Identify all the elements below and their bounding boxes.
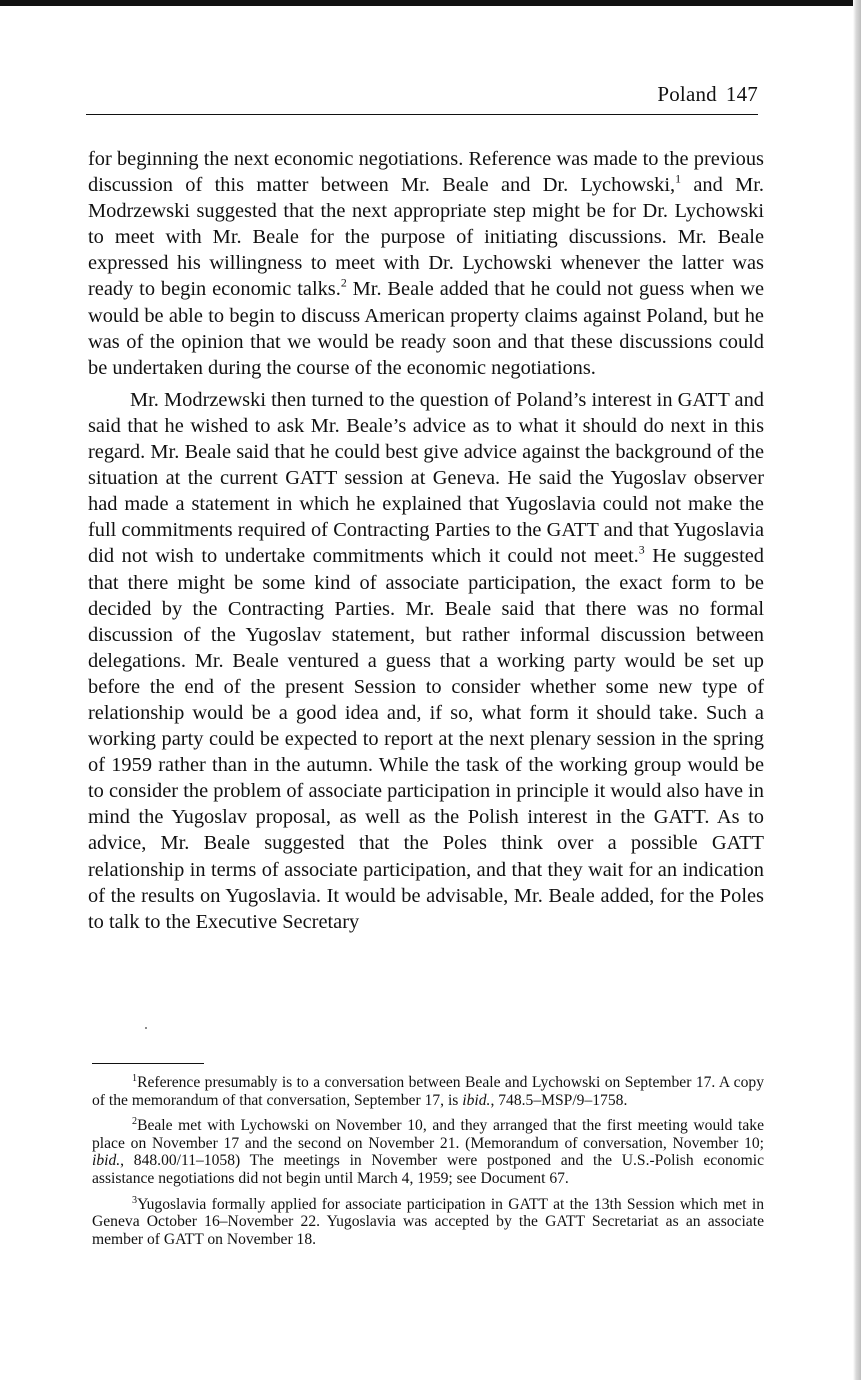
paragraph-2 [88, 387, 764, 935]
footnote-text: , 748.5–MSP/9–1758. [490, 1091, 628, 1109]
page-number: 147 [725, 82, 758, 106]
footnote-3 [92, 1196, 764, 1249]
body-text [88, 146, 764, 941]
scan-speck [145, 1027, 147, 1029]
footnote-ref-2: 2 [340, 276, 347, 291]
footnote-marker: 2 [132, 1116, 138, 1128]
paragraph-1-text-b: and Mr. Modrzewski suggested that the next appropriate step might be for Dr. Lychowski to meet with Mr. Beale for the purpose of initiating discussions. Mr. Beale expressed his willingness to meet with Dr. Lychowski whenever the latter was ready to begin economic talks. [88, 174, 764, 301]
footnote-2 [92, 1117, 764, 1187]
footnotes [92, 1074, 764, 1256]
scan-top-border [0, 0, 861, 6]
running-title: Poland [657, 82, 717, 106]
paragraph-1-text-a: for beginning the next economic negotiations. Reference was made to the previous discussion of this matter between Mr. Beale and Dr. Lychowski, [88, 148, 764, 197]
footnote-text: , 848.00/11–1058) The meetings in November were postponed and the U.S.-Polish economic assistance negotiations did not begin until March 4, 1959; see Document 67. [92, 1152, 764, 1187]
footnote-ibid: ibid. [462, 1091, 491, 1109]
paragraph-1-text-c: Mr. Beale added that he could not guess when we would be able to begin to discuss American property claims against Poland, but he was of the opinion that we would be ready soon and that these discussions could be undertaken during the course of the economic negotiations. [88, 278, 764, 379]
footnote-marker: 1 [132, 1072, 138, 1084]
footnote-marker: 3 [132, 1194, 138, 1206]
footnote-ref-3: 3 [638, 543, 645, 558]
header-text [657, 82, 758, 107]
footnote-1 [92, 1074, 764, 1109]
footnote-text: Yugoslavia formally applied for associate participation in GATT at the 13th Session which met in Geneva October 16–November 22. Yugoslavia was accepted by the GATT Secretariat as an associate member of GATT on November 18. [92, 1195, 764, 1248]
running-header [86, 80, 758, 115]
footnote-rule [92, 1063, 204, 1064]
paragraph-2-text-a: Mr. Modrzewski then turned to the question of Poland’s interest in GATT and said that he wished to ask Mr. Beale’s advice as to what it should do next in this regard. Mr. Beale said that he could best give advice against the background of the situation at the current GATT session at Geneva. He said the Yugoslav observer had made a statement in which he explained that Yugoslavia could not make the full commitments required of Contracting Parties to the GATT and that Yugoslavia did not wish to undertake commitments which it could not meet. [88, 388, 764, 568]
paragraph-2-text-b: He suggested that there might be some kind of associate participation, the exact form to be decided by the Contracting Parties. Mr. Beale said that there was no formal discussion of the Yugoslav statement, but rather informal discussion between delegations. Mr. Beale ventured a guess that a working party would be set up before the end of the present Session to consider whether some new type of relationship would be a good idea and, if so, what form it should take. Such a working party could be expected to report at the next plenary session in the spring of 1959 rather than in the autumn. While the task of the working group would be to consider the problem of associate participation in principle it would also have in mind the Yugoslav proposal, as well as the Polish interest in the GATT. As to advice, Mr. Beale suggested that the Poles think over a possible GATT relationship in terms of associate participation, and that they wait for an indication of the results on Yugoslavia. It would be advisable, Mr. Beale added, for the Poles to talk to the Executive Secretary [88, 545, 765, 933]
scan-right-edge [853, 0, 861, 1380]
footnote-ref-1: 1 [675, 171, 682, 186]
footnote-text: Beale met with Lychowski on November 10, and they arranged that the first meeting would take place on November 17 and the second on November 21. (Memorandum of conversation, November 10; [92, 1117, 764, 1152]
footnote-text: Reference presumably is to a conversation between Beale and Lychowski on September 17. A copy of the memorandum of that conversation, September 17, is [92, 1074, 764, 1109]
paragraph-1 [88, 146, 764, 381]
footnote-ibid: ibid. [92, 1152, 121, 1170]
